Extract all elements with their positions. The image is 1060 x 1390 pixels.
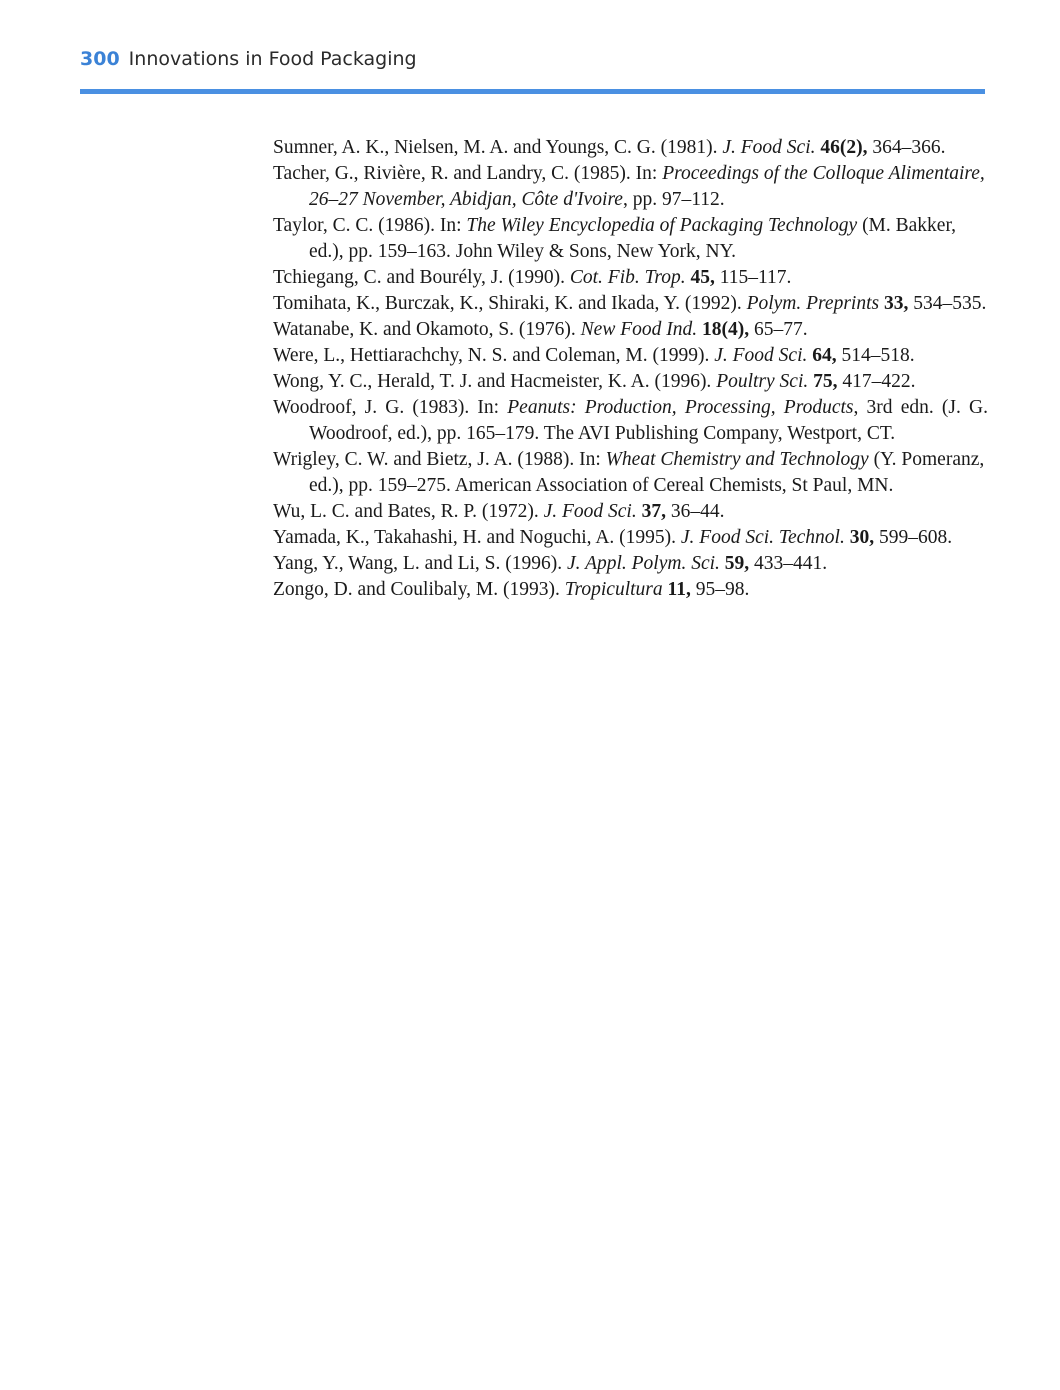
reference-item: Tomihata, K., Burczak, K., Shiraki, K. and Ikada, Y. (1992). Polym. Preprints 33, 534–535.	[273, 293, 987, 314]
reference-item: Yamada, K., Takahashi, H. and Noguchi, A. (1995). J. Food Sci. Technol. 30, 599–608.	[273, 527, 953, 548]
header-rule	[80, 89, 985, 94]
reference-item: Zongo, D. and Coulibaly, M. (1993). Tropicultura 11, 95–98.	[273, 579, 750, 600]
reference-item: Taylor, C. C. (1986). In: The Wiley Encyclopedia of Packaging Technology (M. Bakker, ed.), pp. 159–163. John Wiley & Sons, New York, NY.	[273, 215, 957, 262]
reference-item: Yang, Y., Wang, L. and Li, S. (1996). J. Appl. Polym. Sci. 59, 433–441.	[273, 553, 828, 574]
running-header	[80, 48, 417, 70]
reference-item: Tacher, G., Rivière, R. and Landry, C. (1985). In: Proceedings of the Colloque Alimentaire, 26–27 November, Abidjan, Côte d'Ivoire, pp. 97–112.	[273, 163, 985, 210]
page-number: 300	[80, 48, 120, 70]
reference-item: Wong, Y. C., Herald, T. J. and Hacmeister, K. A. (1996). Poultry Sci. 75, 417–422.	[273, 371, 916, 392]
book-title: Innovations in Food Packaging	[128, 48, 417, 70]
reference-item: Woodroof, J. G. (1983). In: Peanuts: Production, Processing, Products, 3rd edn. (J. G. Woodroof, ed.), pp. 165–179. The AVI Publishing Company, Westport, CT.	[273, 397, 988, 444]
reference-item: Tchiegang, C. and Bourély, J. (1990). Cot. Fib. Trop. 45, 115–117.	[273, 267, 792, 288]
reference-item: Sumner, A. K., Nielsen, M. A. and Youngs, C. G. (1981). J. Food Sci. 46(2), 364–366.	[273, 137, 946, 158]
reference-list	[273, 135, 988, 603]
reference-item: Wrigley, C. W. and Bietz, J. A. (1988). In: Wheat Chemistry and Technology (Y. Pomeranz, ed.), pp. 159–275. American Association of Cereal Chemists, St Paul, MN.	[273, 449, 985, 496]
reference-item: Were, L., Hettiarachchy, N. S. and Coleman, M. (1999). J. Food Sci. 64, 514–518.	[273, 345, 915, 366]
reference-item: Wu, L. C. and Bates, R. P. (1972). J. Food Sci. 37, 36–44.	[273, 501, 725, 522]
reference-item: Watanabe, K. and Okamoto, S. (1976). New Food Ind. 18(4), 65–77.	[273, 319, 808, 340]
